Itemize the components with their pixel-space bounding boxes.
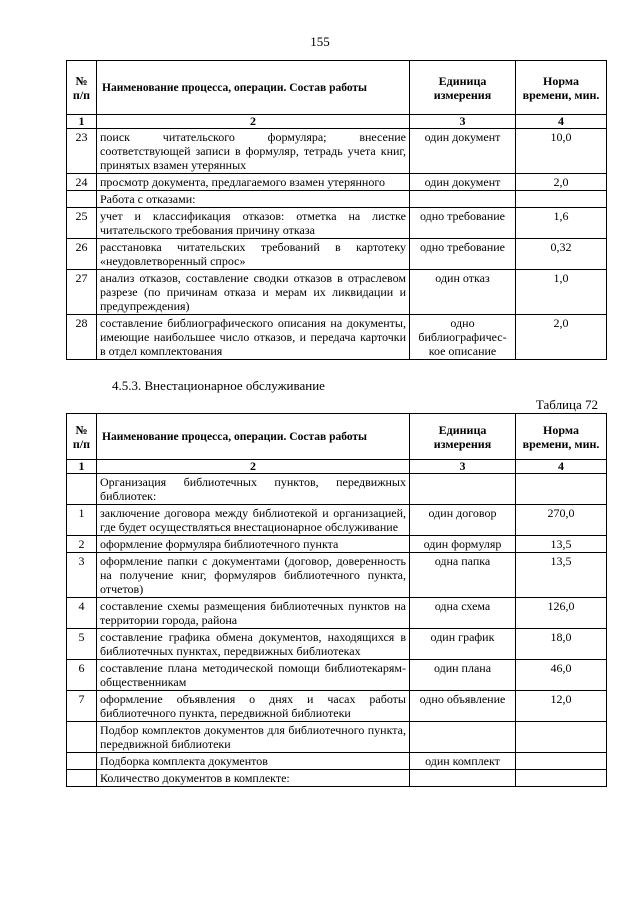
header-unit: Единица измерения	[410, 414, 516, 460]
row-number: 4	[67, 598, 97, 629]
table-header-row	[67, 61, 607, 115]
row-unit: один договор	[410, 505, 516, 536]
row-number: 5	[67, 629, 97, 660]
column-index-row	[67, 460, 607, 474]
header-norm: Норма времени, мин.	[516, 61, 607, 115]
row-number	[67, 770, 97, 787]
row-description: Организация библиотечных пунктов, передвижных библиотек:	[97, 474, 410, 505]
row-unit: один документ	[410, 174, 516, 191]
row-norm: 1,0	[516, 270, 607, 315]
table-header-row	[67, 414, 607, 460]
table-row	[67, 598, 607, 629]
header-name: Наименование процесса, операции. Состав работы	[97, 414, 410, 460]
row-norm	[516, 722, 607, 753]
row-description: Количество документов в комплекте:	[97, 770, 410, 787]
row-description: оформление формуляра библиотечного пункта	[97, 536, 410, 553]
row-number: 6	[67, 660, 97, 691]
row-description: Подборка комплекта документов	[97, 753, 410, 770]
table-row	[67, 629, 607, 660]
row-unit: одна папка	[410, 553, 516, 598]
row-number: 28	[67, 315, 97, 360]
row-norm: 126,0	[516, 598, 607, 629]
row-norm: 0,32	[516, 239, 607, 270]
table-row	[67, 691, 607, 722]
table-row	[67, 536, 607, 553]
norms-table-2	[66, 413, 607, 787]
row-norm: 270,0	[516, 505, 607, 536]
row-description: оформление папки с документами (договор, доверенность на получение книг, формуляров библиотечного пункта, отчетов)	[97, 553, 410, 598]
table-row	[67, 174, 607, 191]
row-description: анализ отказов, составление сводки отказов в отраслевом разрезе (по причинам отказа и мерам их ликвидации и предупреждения)	[97, 270, 410, 315]
row-number	[67, 191, 97, 208]
row-norm	[516, 753, 607, 770]
row-number	[67, 753, 97, 770]
row-norm: 18,0	[516, 629, 607, 660]
row-number: 26	[67, 239, 97, 270]
column-index: 2	[97, 460, 410, 474]
table-2-body	[67, 474, 607, 787]
page-number: 155	[310, 34, 330, 49]
table-row	[67, 722, 607, 753]
table-row	[67, 239, 607, 270]
table-row	[67, 660, 607, 691]
row-description: составление схемы размещения библиотечных пунктов на территории города, района	[97, 598, 410, 629]
norms-table-1	[66, 60, 607, 360]
table-row	[67, 270, 607, 315]
row-description: оформление объявления о днях и часах работы библиотечного пункта, передвижной библиотеки	[97, 691, 410, 722]
row-norm	[516, 770, 607, 787]
row-norm: 13,5	[516, 536, 607, 553]
table-row	[67, 315, 607, 360]
row-description: учет и классификация отказов: отметка на листке читательского требования причину отказа	[97, 208, 410, 239]
header-name: Наименование процесса, операции. Состав работы	[97, 61, 410, 115]
row-unit: одна схема	[410, 598, 516, 629]
section-title: 4.5.3. Внестационарное обслуживание	[112, 378, 325, 393]
table-row	[67, 191, 607, 208]
row-number: 24	[67, 174, 97, 191]
table-row	[67, 770, 607, 787]
row-unit: одно объявление	[410, 691, 516, 722]
row-unit: один формуляр	[410, 536, 516, 553]
row-unit: одно требование	[410, 208, 516, 239]
header-num: № п/п	[67, 414, 97, 460]
table-caption: Таблица 72	[535, 397, 598, 412]
row-number: 7	[67, 691, 97, 722]
row-number	[67, 474, 97, 505]
row-description: расстановка читательских требований в картотеку «неудовлетворенный спрос»	[97, 239, 410, 270]
row-number: 1	[67, 505, 97, 536]
row-unit	[410, 770, 516, 787]
row-description: заключение договора между библиотекой и организацией, где будет осуществляться внестационарное обслуживание	[97, 505, 410, 536]
row-unit: один отказ	[410, 270, 516, 315]
row-unit: одно требование	[410, 239, 516, 270]
column-index-row	[67, 115, 607, 129]
column-index: 3	[410, 115, 516, 129]
table-row	[67, 208, 607, 239]
table-row	[67, 129, 607, 174]
row-number: 3	[67, 553, 97, 598]
row-unit	[410, 722, 516, 753]
table-row	[67, 474, 607, 505]
row-unit: один плана	[410, 660, 516, 691]
row-norm: 2,0	[516, 174, 607, 191]
row-number: 27	[67, 270, 97, 315]
header-unit: Единица измерения	[410, 61, 516, 115]
table-row	[67, 753, 607, 770]
row-norm: 46,0	[516, 660, 607, 691]
row-norm: 2,0	[516, 315, 607, 360]
row-number: 2	[67, 536, 97, 553]
column-index: 4	[516, 115, 607, 129]
row-description: составление библиографического описания на документы, имеющие наибольшее число отказов, и передача карточки в отдел комплектования	[97, 315, 410, 360]
table-row	[67, 553, 607, 598]
row-number: 23	[67, 129, 97, 174]
table-row	[67, 505, 607, 536]
row-number: 25	[67, 208, 97, 239]
row-unit: один график	[410, 629, 516, 660]
row-norm: 13,5	[516, 553, 607, 598]
row-unit	[410, 191, 516, 208]
header-num: № п/п	[67, 61, 97, 115]
row-norm: 12,0	[516, 691, 607, 722]
column-index: 1	[67, 460, 97, 474]
table-1-body	[67, 129, 607, 360]
header-norm: Норма времени, мин.	[516, 414, 607, 460]
row-unit: один комплект	[410, 753, 516, 770]
row-norm: 1,6	[516, 208, 607, 239]
row-description: составление плана методической помощи библиотекарям-общественникам	[97, 660, 410, 691]
column-index: 2	[97, 115, 410, 129]
row-number	[67, 722, 97, 753]
row-description: Работа с отказами:	[97, 191, 410, 208]
row-description: Подбор комплектов документов для библиотечного пункта, передвижной библиотеки	[97, 722, 410, 753]
row-unit: один документ	[410, 129, 516, 174]
row-norm	[516, 474, 607, 505]
row-norm	[516, 191, 607, 208]
row-description: составление графика обмена документов, находящихся в библиотечных пунктах, передвижных библиотеках	[97, 629, 410, 660]
column-index: 3	[410, 460, 516, 474]
row-unit	[410, 474, 516, 505]
column-index: 4	[516, 460, 607, 474]
column-index: 1	[67, 115, 97, 129]
row-unit: одно библиографичес-кое описание	[410, 315, 516, 360]
row-norm: 10,0	[516, 129, 607, 174]
row-description: просмотр документа, предлагаемого взамен утерянного	[97, 174, 410, 191]
row-description: поиск читательского формуляра; внесение соответствующей записи в формуляр, тетрадь учета книг, принятых взамен утерянных	[97, 129, 410, 174]
